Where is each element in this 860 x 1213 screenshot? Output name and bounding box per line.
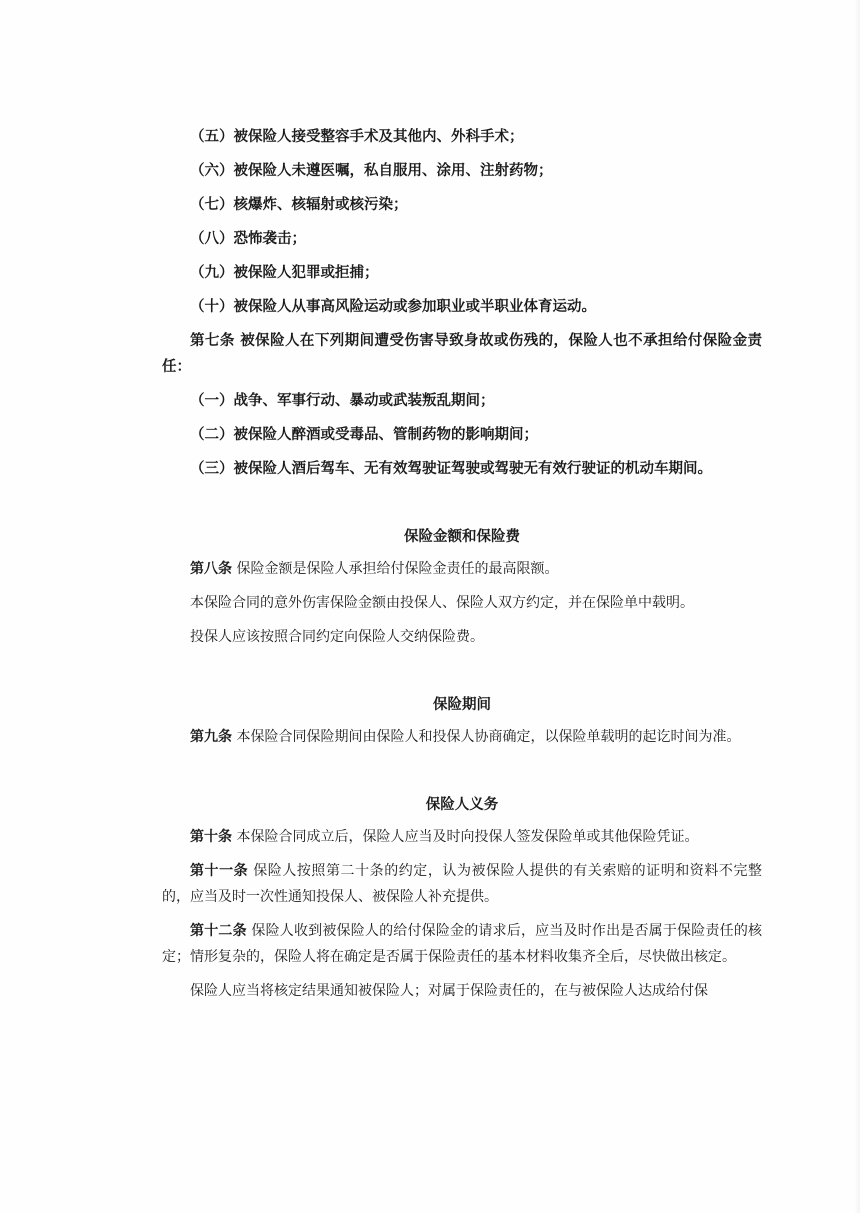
document-body (162, 124, 762, 1012)
amount-para-3: 投保人应该按照合同约定向保险人交纳保险费。 (190, 629, 484, 645)
clause-5: （五）被保险人接受整容手术及其他内、外科手术； (190, 129, 524, 145)
article-10-label: 第十条 (190, 829, 232, 845)
article-10 (162, 824, 762, 850)
article-12 (162, 918, 762, 970)
scan-edge-shadow (854, 0, 860, 1213)
section-heading-duty: 保险人义务 (425, 797, 499, 813)
article-10-text: 本保险合同成立后，保险人应当及时向投保人签发保险单或其他保险凭证。 (232, 829, 699, 845)
section-heading-period: 保险期间 (433, 697, 491, 713)
article-9-text: 本保险合同保险期间由保险人和投保人协商确定，以保险单载明的起讫时间为准。 (232, 729, 741, 745)
article-7-text: 被保险人在下列期间遭受伤害导致身故或伤残的，保险人也不承担给付保险金责任： (162, 333, 763, 375)
period-clause-1: （一）战争、军事行动、暴动或武装叛乱期间； (190, 393, 495, 409)
amount-para-2: 本保险合同的意外伤害保险金额由投保人、保险人双方约定，并在保险单中载明。 (190, 595, 694, 611)
article-12-label: 第十二条 (190, 923, 247, 939)
clause-6: （六）被保险人未遵医嘱，私自服用、涂用、注射药物； (190, 163, 553, 179)
article-7 (162, 328, 762, 380)
article-9 (162, 724, 762, 750)
article-8-text: 保险金额是保险人承担给付保险金责任的最高限额。 (232, 561, 559, 577)
clause-10: （十）被保险人从事高风险运动或参加职业或半职业体育运动。 (190, 299, 596, 315)
duty-para-last: 保险人应当将核定结果通知被保险人；对属于保险责任的，在与被保险人达成给付保 (190, 983, 708, 999)
article-11 (162, 858, 762, 910)
clause-8: （八）恐怖袭击； (190, 231, 306, 247)
section-heading-amount: 保险金额和保险费 (404, 529, 520, 545)
clause-7: （七）核爆炸、核辐射或核污染； (190, 197, 408, 213)
article-11-text: 保险人按照第二十条的约定，认为被保险人提供的有关索赔的证明和资料不完整的，应当及时一次性通知投保人、被保险人补充提供。 (162, 863, 763, 905)
article-7-label: 第七条 (190, 333, 235, 349)
article-8 (162, 556, 762, 582)
article-8-label: 第八条 (190, 561, 232, 577)
period-clause-2: （二）被保险人醉酒或受毒品、管制药物的影响期间； (190, 427, 538, 443)
period-clause-3: （三）被保险人酒后驾车、无有效驾驶证驾驶或驾驶无有效行驶证的机动车期间。 (190, 461, 712, 477)
article-11-label: 第十一条 (190, 863, 249, 879)
clause-9: （九）被保险人犯罪或拒捕； (190, 265, 379, 281)
article-9-label: 第九条 (190, 729, 232, 745)
article-12-text: 保险人收到被保险人的给付保险金的请求后，应当及时作出是否属于保险责任的核定；情形复杂的，保险人将在确定是否属于保险责任的基本材料收集齐全后，尽快做出核定。 (162, 923, 763, 965)
